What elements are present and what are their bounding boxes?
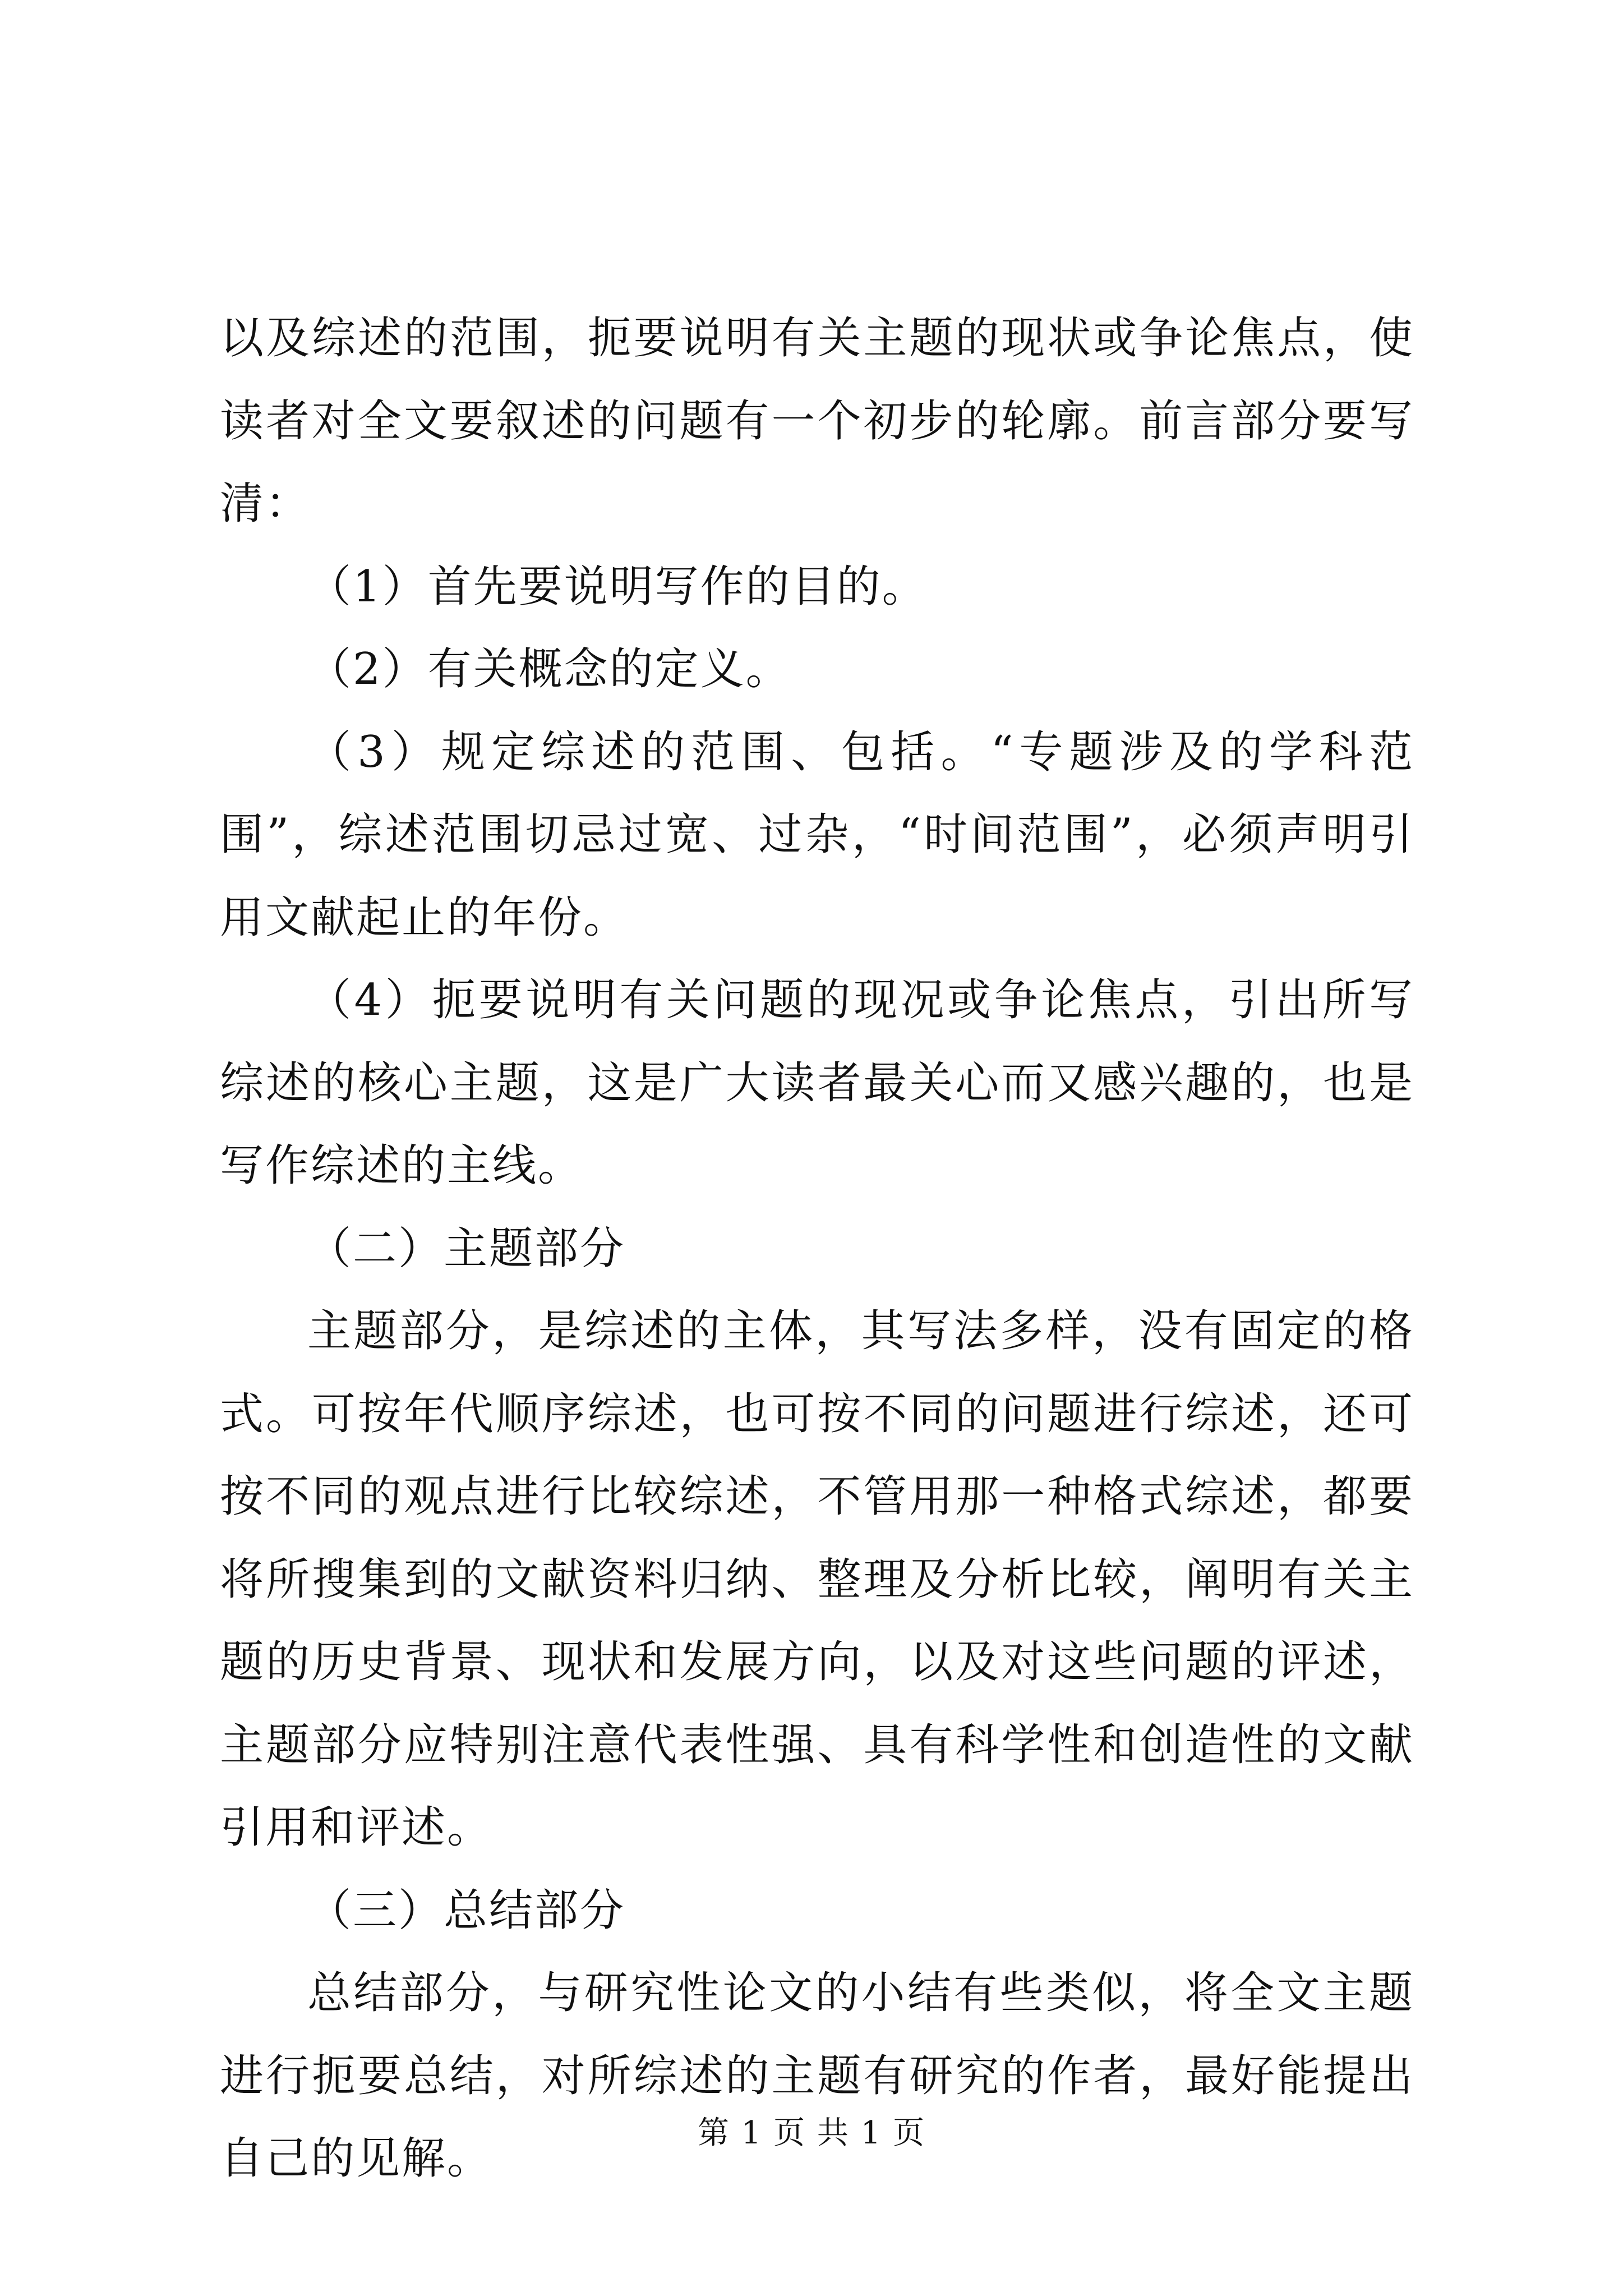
- paragraph-5: （4）扼要说明有关问题的现况或争论焦点，引出所写综述的核心主题，这是广大读者最关心而又感兴趣的，也是写作综述的主线。: [220, 975, 1414, 1191]
- page-footer: 第 1 页 共 1 页: [697, 2115, 926, 2151]
- section-heading-summary: （三）总结部分: [307, 1885, 626, 1936]
- paragraph-4: （3）规定综述的范围、包括。“专题涉及的学科范围”，综述范围切忌过宽、过杂，“时间范围”，必须声明引用文献起止的年份。: [220, 726, 1414, 943]
- paragraph-1: 以及综述的范围，扼要说明有关主题的现状或争论焦点，使读者对全文要叙述的问题有一个初步的轮廓。前言部分要写清：: [220, 313, 1414, 529]
- paragraph-3: （2）有关概念的定义。: [307, 644, 791, 694]
- paragraph-7: 主题部分，是综述的主体，其写法多样，没有固定的格式。可按年代顺序综述，也可按不同的问题进行综述，还可按不同的观点进行比较综述，不管用那一种格式综述，都要将所搜集到的文献资料归纳、整理及分析比较，阐明有关主题的历史背景、现状和发展方向，以及对这些问题的评述，主题部分应特别注意代表性强、具有科学性和创造性的文献引用和评述。: [220, 1306, 1414, 1853]
- section-heading-main: （二）主题部分: [307, 1223, 626, 1274]
- paragraph-9: 总结部分，与研究性论文的小结有些类似，将全文主题进行扼要总结，对所综述的主题有研究的作者，最好能提出自己的见解。: [220, 1968, 1414, 2184]
- paragraph-2: （1）首先要说明写作的目的。: [307, 561, 928, 612]
- document-body: [220, 297, 1414, 2201]
